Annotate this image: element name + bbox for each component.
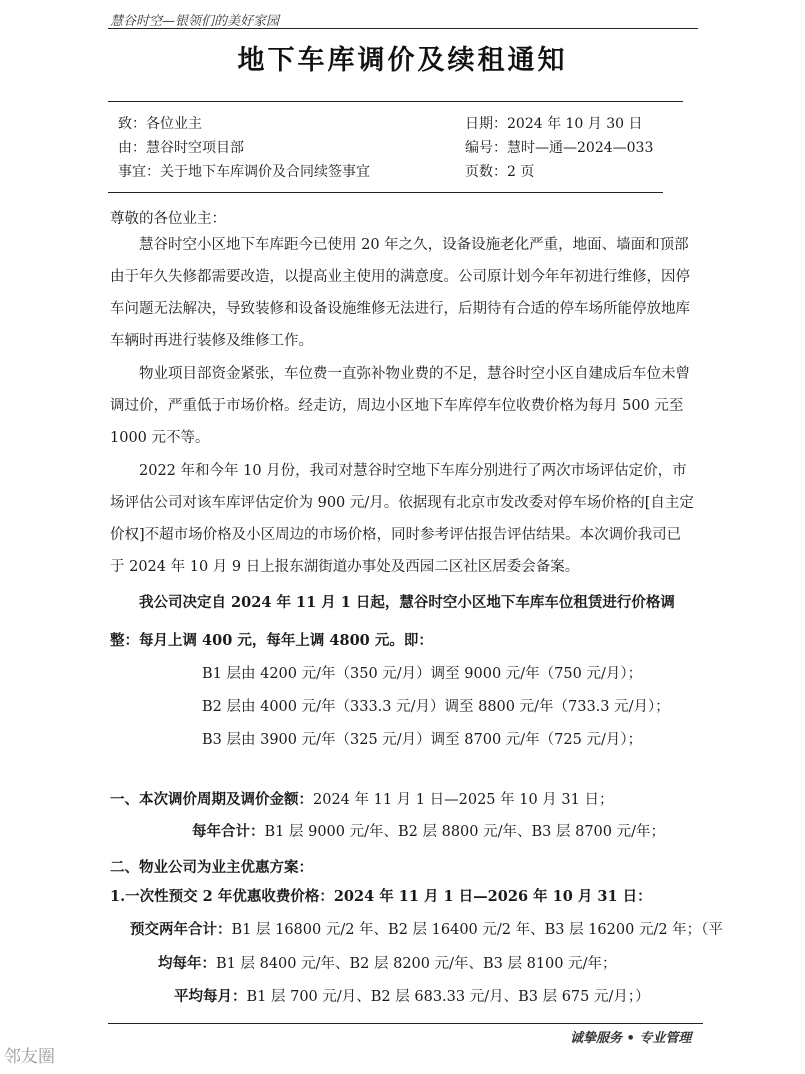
- meta-from: 由：慧谷时空项目部: [118, 140, 244, 156]
- paragraph-3: 2022 年和今年 10 月份，我司对慧谷时空地下车库分别进行了两次市场评估定价，市场评估公司对该车库评估定价为 900 元/月。依据现有北京市发改委对停车场价格的[自主定价权]不超市场价格及小区周边的市场价格，同时参考评估报告评估结果。本次调价我司已于 2024 年 10 月 9 日上报东湖街道办事处及西园二区社区居委会备案。: [110, 463, 694, 575]
- meta-to: 致：各位业主: [118, 116, 202, 132]
- meta-subject: 事宜：关于地下车库调价及合同续签事宜: [118, 164, 370, 180]
- meta-divider: [108, 192, 663, 193]
- average-per-month: [174, 985, 650, 1006]
- price-decision: 我公司决定自 2024 年 11 月 1 日起，慧谷时空小区地下车库车位租赁进行价格调整：每月上调 400 元，每年上调 4800 元。即：: [110, 594, 675, 649]
- meta-number: 编号：慧时—通—2024—033: [465, 140, 654, 156]
- title-divider: [108, 101, 683, 102]
- rate-b3: B3 层由 3900 元/年（325 元/月）调至 8700 元/年（725 元/月）；: [202, 732, 643, 748]
- average-per-month-label: 平均每月：: [174, 988, 247, 1005]
- section-1-total: [192, 820, 665, 841]
- header-divider: [108, 28, 698, 29]
- meta-pages: 页数：2 页: [465, 164, 535, 180]
- rate-b2: B2 层由 4000 元/年（333.3 元/月）调至 8800 元/年（733.3 元/月）；: [202, 699, 670, 715]
- average-per-year: [158, 952, 616, 973]
- document-title: 地下车库调价及续租通知: [237, 45, 568, 76]
- average-per-year-label: 均每年：: [158, 955, 216, 972]
- average-per-month-value: B1 层 700 元/月、B2 层 683.33 元/月、B3 层 675 元/月；）: [246, 989, 650, 1005]
- footer-divider: [108, 1023, 703, 1024]
- rate-b1: B1 层由 4200 元/年（350 元/月）调至 9000 元/年（750 元/月）；: [202, 666, 643, 682]
- section-1-total-value: B1 层 9000 元/年、B2 层 8800 元/年、B3 层 8700 元/年；: [264, 824, 665, 840]
- two-year-total-label: 预交两年合计：: [130, 921, 232, 938]
- watermark: 邻友圈: [4, 1047, 55, 1067]
- salutation: 尊敬的各位业主：: [110, 211, 226, 227]
- section-1-period: 2024 年 11 月 1 日—2025 年 10 月 31 日；: [313, 792, 614, 808]
- two-year-total: [130, 918, 723, 939]
- two-year-total-value: B1 层 16800 元/2 年、B2 层 16400 元/2 年、B3 层 16200 元/2 年；（平: [231, 922, 723, 938]
- average-per-year-value: B1 层 8400 元/年、B2 层 8200 元/年、B3 层 8100 元/年；: [216, 956, 617, 972]
- footer-slogan: 诚挚服务 • 专业管理: [570, 1031, 692, 1046]
- section-2-heading: 二、物业公司为业主优惠方案：: [110, 859, 313, 876]
- paragraph-2: 物业项目部资金紧张，车位费一直弥补物业费的不足，慧谷时空小区自建成后车位未曾调过价，严重低于市场价格。经走访，周边小区地下车库停车位收费价格为每月 500 元至 1000 元不等。: [110, 366, 690, 446]
- header-slogan: 慧谷时空—银领们的美好家园: [110, 14, 280, 29]
- section-1-heading: [110, 788, 613, 809]
- section-1-total-label: 每年合计：: [192, 823, 265, 840]
- paragraph-1: 慧谷时空小区地下车库距今已使用 20 年之久，设备设施老化严重，地面、墙面和顶部由于年久失修都需要改造，以提高业主使用的满意度。公司原计划今年年初进行维修，因停车问题无法解决，导致装修和设备设施维修无法进行，后期待有合适的停车场所能停放地库车辆时再进行装修及维修工作。: [110, 237, 690, 349]
- section-2-item-1: 1.一次性预交 2 年优惠收费价格：2024 年 11 月 1 日—2026 年 10 月 31 日：: [110, 888, 652, 905]
- section-1-title: 一、本次调价周期及调价金额：: [110, 791, 313, 808]
- meta-date: 日期：2024 年 10 月 30 日: [465, 116, 643, 132]
